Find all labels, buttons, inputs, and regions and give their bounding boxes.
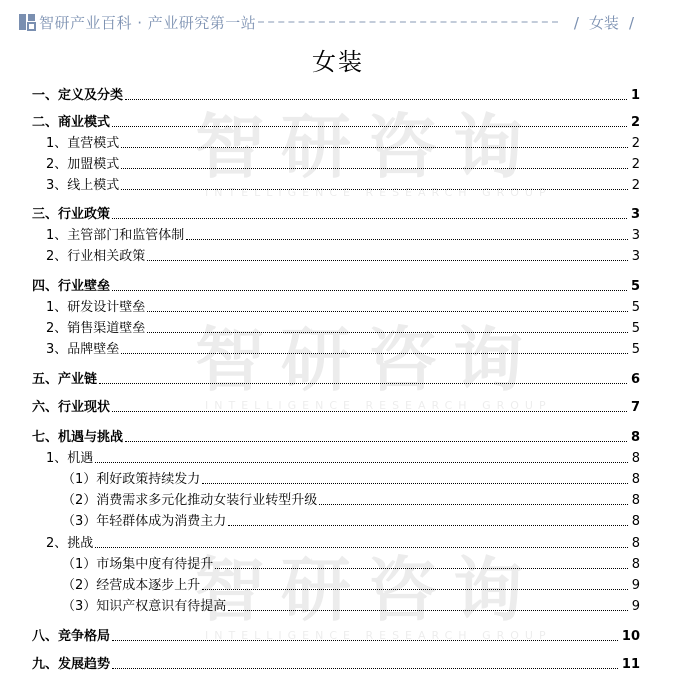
watermark-subtext: INTELLIGENCE RESEARCH GROUP [205,629,552,642]
toc-entry-page: 3 [631,228,640,243]
toc-entry[interactable] [0,224,676,244]
toc-entry-page: 5 [631,342,640,357]
toc-dot-leader [112,218,627,219]
toc-entry[interactable] [0,84,676,104]
toc-entry[interactable] [0,317,676,337]
toc-entry-page: 2 [631,136,640,151]
toc-entry-page: 8 [630,430,640,445]
toc-entry[interactable] [0,553,676,573]
toc-entry-page: 9 [631,578,640,593]
toc-entry-label: 1、研发设计壁垒 [46,300,146,315]
toc-entry-label: （1）市场集中度有待提升 [62,557,214,572]
toc-entry-label: 2、加盟模式 [46,157,120,172]
toc-entry-label: （2）经营成本逐步上升 [62,578,201,593]
toc-dot-leader [112,290,627,291]
toc-entry[interactable] [0,574,676,594]
toc-entry-page: 10 [621,629,640,644]
toc-entry[interactable] [0,338,676,358]
breadcrumb [564,12,644,33]
toc-dot-leader [215,568,627,569]
toc-entry[interactable] [0,532,676,552]
brand-name: 智研产业百科 · 产业研究第一站 [39,14,257,32]
toc-dot-leader [186,239,627,240]
toc-entry-page: 2 [631,178,640,193]
toc-entry-label: 五、产业链 [32,372,98,387]
toc-entry-label: 2、行业相关政策 [46,249,146,264]
toc-entry[interactable] [0,132,676,152]
toc-entry[interactable] [0,510,676,530]
toc-entry-page: 11 [621,657,640,672]
toc-entry-label: 3、品牌壁垒 [46,342,120,357]
toc-entry-label: （3）年轻群体成为消费主力 [62,514,227,529]
toc-dot-leader [319,504,627,505]
toc-dot-leader [121,168,627,169]
toc-dot-leader [112,411,627,412]
toc-entry[interactable] [0,275,676,295]
toc-entry[interactable] [0,203,676,223]
page-header [0,0,676,40]
toc-entry-page: 5 [631,321,640,336]
toc-entry-label: 一、定义及分类 [32,88,124,103]
toc-dot-leader [228,525,627,526]
toc-entry[interactable] [0,447,676,467]
toc-entry-label: 七、机遇与挑战 [32,430,124,445]
toc-dot-leader [147,311,627,312]
toc-entry[interactable] [0,245,676,265]
toc-entry-page: 6 [630,372,640,387]
toc-entry-label: 1、主管部门和监管体制 [46,228,185,243]
toc-entry-label: 2、挑战 [46,536,94,551]
toc-entry-page: 8 [631,557,640,572]
toc-dot-leader [125,99,627,100]
toc-entry-page: 3 [631,249,640,264]
toc-entry-page: 7 [630,400,640,415]
toc-entry-page: 8 [631,536,640,551]
toc-entry-page: 5 [630,279,640,294]
toc-entry[interactable] [0,174,676,194]
toc-entry-page: 8 [631,451,640,466]
toc-entry-label: 1、机遇 [46,451,94,466]
toc-entry-page: 8 [631,514,640,529]
toc-entry-page: 8 [631,493,640,508]
toc-dot-leader [99,383,627,384]
toc-dot-leader [112,126,627,127]
toc-entry-page: 2 [630,115,640,130]
toc-dot-leader [121,147,627,148]
toc-dot-leader [147,332,627,333]
toc-dot-leader [112,668,618,669]
toc-entry-label: 九、发展趋势 [32,657,111,672]
toc-entry-page: 5 [631,300,640,315]
toc-entry-page: 8 [631,472,640,487]
toc-entry-label: 四、行业壁垒 [32,279,111,294]
toc-entry[interactable] [0,489,676,509]
toc-entry-label: （1）利好政策持续发力 [62,472,201,487]
toc-entry[interactable] [0,468,676,488]
toc-entry-label: 三、行业政策 [32,207,111,222]
toc-entry[interactable] [0,153,676,173]
toc-entry-page: 2 [631,157,640,172]
toc-entry[interactable] [0,595,676,615]
toc-dot-leader [121,189,627,190]
toc-entry[interactable] [0,396,676,416]
toc-entry-label: 2、销售渠道壁垒 [46,321,146,336]
toc-dot-leader [125,441,627,442]
toc-entry[interactable] [0,368,676,388]
breadcrumb-separator: / [628,14,634,32]
page-title: 女装 [312,48,364,76]
breadcrumb-separator: / [573,14,579,32]
toc-entry[interactable] [0,296,676,316]
toc-entry[interactable] [0,426,676,446]
toc-entry-label: 1、直营模式 [46,136,120,151]
toc-entry[interactable] [0,111,676,131]
toc-entry-label: （2）消费需求多元化推动女装行业转型升级 [62,493,318,508]
toc-dot-leader [112,640,618,641]
toc-dot-leader [228,610,627,611]
breadcrumb-item[interactable]: 女装 [588,14,619,32]
toc-entry-page: 1 [630,88,640,103]
brand-logo-icon [18,13,36,31]
toc-dot-leader [147,260,627,261]
toc-dot-leader [202,589,627,590]
watermark-subtext: INTELLIGENCE RESEARCH GROUP [205,186,552,199]
toc-entry[interactable] [0,625,676,645]
toc-entry-page: 3 [630,207,640,222]
toc-entry-label: 二、商业模式 [32,115,111,130]
toc-entry-label: 八、竞争格局 [32,629,111,644]
toc-entry-label: （3）知识产权意识有待提高 [62,599,227,614]
toc-dot-leader [121,353,627,354]
watermark-text: 智研咨询 [195,549,539,631]
toc-entry-page: 9 [631,599,640,614]
toc-entry-label: 六、行业现状 [32,400,111,415]
toc-entry[interactable] [0,653,676,673]
toc-dot-leader [202,483,627,484]
watermark-subtext: INTELLIGENCE RESEARCH GROUP [205,399,552,412]
toc-dot-leader [95,462,627,463]
header-divider [258,21,558,23]
watermark-text: 智研咨询 [195,319,539,401]
toc-entry-label: 3、线上模式 [46,178,120,193]
toc-dot-leader [95,547,627,548]
watermark-text: 智研咨询 [195,106,539,188]
